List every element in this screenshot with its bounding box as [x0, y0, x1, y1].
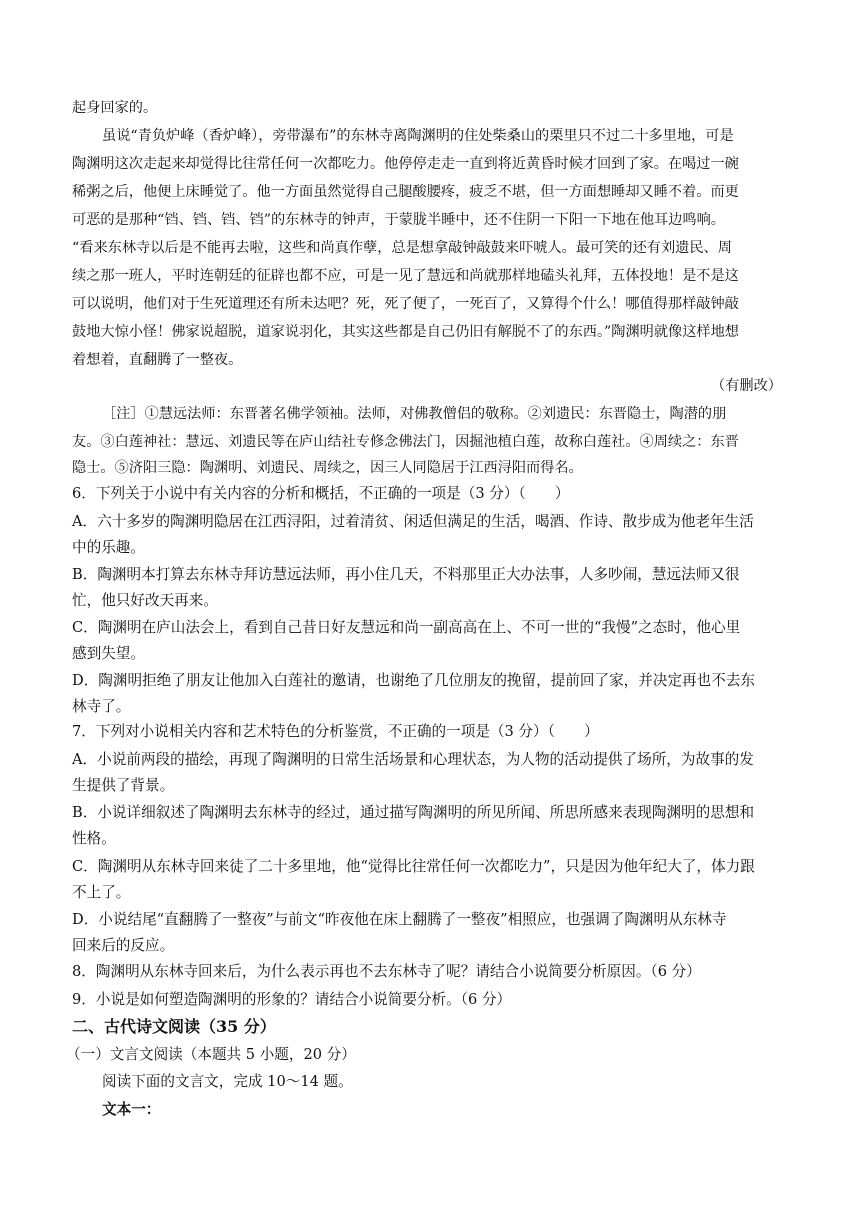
option-a: A．六十多岁的陶渊明隐居在江西浔阳，过着清贫、闲适但满足的生活，喝酒、作诗、散步成为他老年生活	[72, 513, 754, 530]
question-7-stem: 7．下列对小说相关内容和艺术特色的分析鉴赏，不正确的一项是（3 分）（ ）	[72, 723, 599, 740]
story-line: 虽说“青负炉峰（香炉峰），旁带瀑布”的东林寺离陶渊明的住处柴桑山的栗里只不过二十多里地，可是	[102, 128, 734, 144]
story-line: 可以说明，他们对于生死道理还有所未达吧？死，死了便了，一死百了，又算得个什么！哪值得那样敲钟敲	[72, 296, 739, 312]
footnote-line: 隐士。⑤济阳三隐：陶渊明、刘遗民、周续之，因三人同隐居于江西浔阳而得名。	[72, 460, 583, 476]
option-a-cont: 生提供了背景。	[72, 777, 175, 794]
story-line: 稀粥之后，他便上床睡觉了。他一方面虽然觉得自己腿酸腰疼，疲乏不堪，但一方面想睡却又睡不着。而更	[72, 184, 739, 200]
story-line: “看来东林寺以后是不能再去啦，这些和尚真作孽，总是想拿敲钟敲鼓来吓唬人。最可笑的还有刘遗民、周	[72, 240, 732, 256]
story-line: 续之那一班人，平时连朝廷的征辟也都不应，可是一见了慧远和尚就那样地磕头礼拜，五体投地！是不是这	[72, 268, 739, 284]
footnote-line: 友。③白莲神社：慧远、刘遗民等在庐山结社专修念佛法门，因掘池植白莲，故称白莲社。④周续之：东晋	[72, 434, 739, 450]
section-title: 二、古代诗文阅读（35 分）	[72, 1017, 276, 1036]
story-line: 可恶的是那种“铛、铛、铛、铛”的东林寺的钟声，于蒙胧半睡中，还不住阴一下阳一下地在他耳边鸣响。	[72, 212, 725, 228]
option-d: D．小说结尾“直翻腾了一整夜”与前文“昨夜他在床上翻腾了一整夜”相照应，也强调了陶渊明从东林寺	[72, 911, 727, 928]
question-9: 9．小说是如何塑造陶渊明的形象的？请结合小说简要分析。（6 分）	[72, 991, 512, 1008]
text-label: 文本一：	[102, 1101, 161, 1118]
question-8: 8．陶渊明从东林寺回来后，为什么表示再也不去东林寺了呢？请结合小说简要分析原因。（6 分）	[72, 963, 701, 980]
story-line: 着想着，直翻腾了一整夜。	[72, 352, 243, 368]
subsection-title: （一）文言文阅读（本题共 5 小题，20 分）	[66, 1046, 356, 1063]
option-b: B．陶渊明本打算去东林寺拜访慧远法师，再小住几天，不料那里正大办法事，人多吵闹，慧远法师又很	[72, 566, 740, 583]
source-note: （有删改）	[711, 378, 782, 394]
option-b: B．小说详细叙述了陶渊明去东林寺的经过，通过描写陶渊明的所见所闻、所思所感来表现陶渊明的思想和	[72, 804, 755, 821]
option-a: A．小说前两段的描绘，再现了陶渊明的日常生活场景和心理状态，为人物的活动提供了场所，为故事的发	[72, 751, 754, 768]
option-d: D．陶渊明拒绝了朋友让他加入白莲社的邀请，也谢绝了几位朋友的挽留，提前回了家，并决定再也不去东	[72, 672, 756, 689]
story-line: 鼓地大惊小怪！佛家说超脱，道家说羽化，其实这些都是自己仍旧有解脱不了的东西。”陶渊明就像这样地想	[72, 324, 739, 340]
option-d-cont: 林寺了。	[72, 698, 131, 715]
option-c: C．陶渊明在庐山法会上，看到自己昔日好友慧远和尚一副高高在上、不可一世的“我慢”之态时，他心里	[72, 619, 741, 636]
story-line: 起身回家的。	[72, 100, 158, 116]
question-6-stem: 6．下列关于小说中有关内容的分析和概括，不正确的一项是（3 分）（ ）	[72, 485, 570, 502]
instruction-text: 阅读下面的文言文，完成 10～14 题。	[102, 1073, 353, 1090]
footnote-line: ［注］①慧远法师：东晋著名佛学领袖。法师，对佛教僧侣的敬称。②刘遗民：东晋隐士，陶潜的朋	[102, 406, 727, 422]
option-c-cont: 不上了。	[72, 884, 131, 901]
option-c-cont: 感到失望。	[72, 645, 145, 662]
option-b-cont: 忙，他只好改天再来。	[72, 592, 218, 609]
option-b-cont: 性格。	[72, 830, 116, 847]
story-line: 陶渊明这次走起来却觉得比往常任何一次都吃力。他停停走走一直到将近黄昏时候才回到了家。在喝过一碗	[72, 156, 739, 172]
option-c: C．陶渊明从东林寺回来徒了二十多里地，他“觉得比往常任何一次都吃力”，只是因为他年纪大了，体力跟	[72, 858, 755, 875]
option-a-cont: 中的乐趣。	[72, 539, 145, 556]
option-d-cont: 回来后的反应。	[72, 937, 175, 954]
